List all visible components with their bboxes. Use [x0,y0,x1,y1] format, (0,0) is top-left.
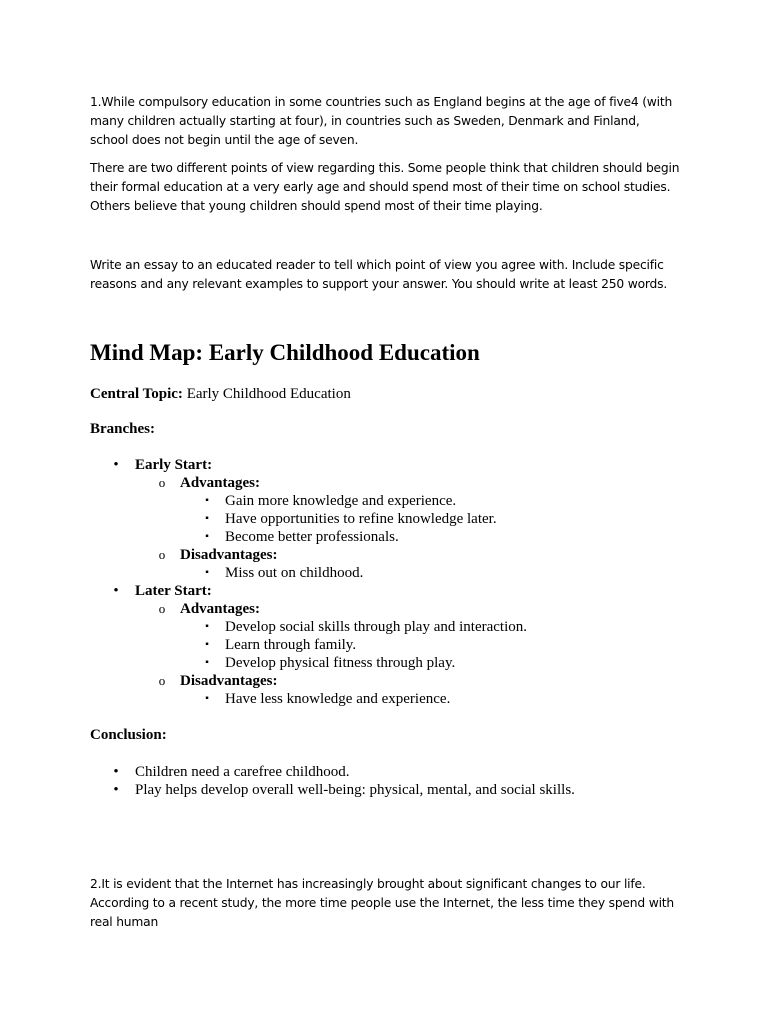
early-advantage-item: Gain more knowledge and experience. [225,493,457,509]
bullet-circle: o [158,673,166,688]
conclusion-item: Play helps develop overall well-being: physical, mental, and social skills. [135,782,575,798]
early-disadvantages-label: Disadvantages: [180,547,278,563]
later-advantage-item: Develop social skills through play and interaction. [225,619,528,635]
bullet-square: ▪ [205,567,209,578]
central-topic-value: Early Childhood Education [186,386,351,402]
later-start-label: Later Start: [135,583,212,599]
later-advantage-item: Develop physical fitness through play. [225,655,456,671]
question2-intro: 2.It is evident that the Internet has increasingly brought about significant changes to our life. According to a recent study, the more time people use the Internet, the less time they spend with real human [90,877,674,929]
early-advantages-label: Advantages: [180,475,261,491]
bullet-disc: • [113,782,119,798]
bullet-circle: o [158,601,166,616]
later-advantages-label: Advantages: [180,601,261,617]
conclusion-label: Conclusion: [90,727,167,743]
bullet-square: ▪ [205,693,209,704]
bullet-square: ▪ [205,495,209,506]
bullet-disc: • [113,583,119,599]
bullet-circle: o [158,547,166,562]
later-disadvantage-item: Have less knowledge and experience. [225,691,451,707]
bullet-square: ▪ [205,531,209,542]
later-disadvantages-label: Disadvantages: [180,673,278,689]
bullet-square: ▪ [205,639,209,650]
bullet-square: ▪ [205,513,209,524]
question1-views: There are two different points of view regarding this. Some people think that children should begin their formal education at a very early age and should spend most of their time on school studies. Others believe that young children should spend most of their time playing. [90,161,680,213]
early-disadvantage-item: Miss out on childhood. [225,565,364,581]
bullet-disc: • [113,457,119,473]
central-topic [90,385,351,403]
mind-map-title: Mind Map: Early Childhood Education [90,340,480,365]
bullet-square: ▪ [205,621,209,632]
bullet-circle: o [158,475,166,490]
later-advantage-item: Learn through family. [225,637,357,653]
question1-task: Write an essay to an educated reader to tell which point of view you agree with. Include specific reasons and any relevant examples to support your answer. You should write at least 250 words. [90,258,668,291]
bullet-disc: • [113,764,119,780]
central-topic-label: Central Topic: [90,386,183,402]
conclusion-item: Children need a carefree childhood. [135,764,350,780]
question1-intro: 1.While compulsory education in some countries such as England begins at the age of five4 (with many children actually starting at four), in countries such as Sweden, Denmark and Finland, school does not begin until the age of seven. [90,95,673,147]
branches-label: Branches: [90,421,155,437]
early-start-label: Early Start: [135,457,213,473]
early-advantage-item: Have opportunities to refine knowledge later. [225,511,497,527]
bullet-square: ▪ [205,657,209,668]
early-advantage-item: Become better professionals. [225,529,399,545]
